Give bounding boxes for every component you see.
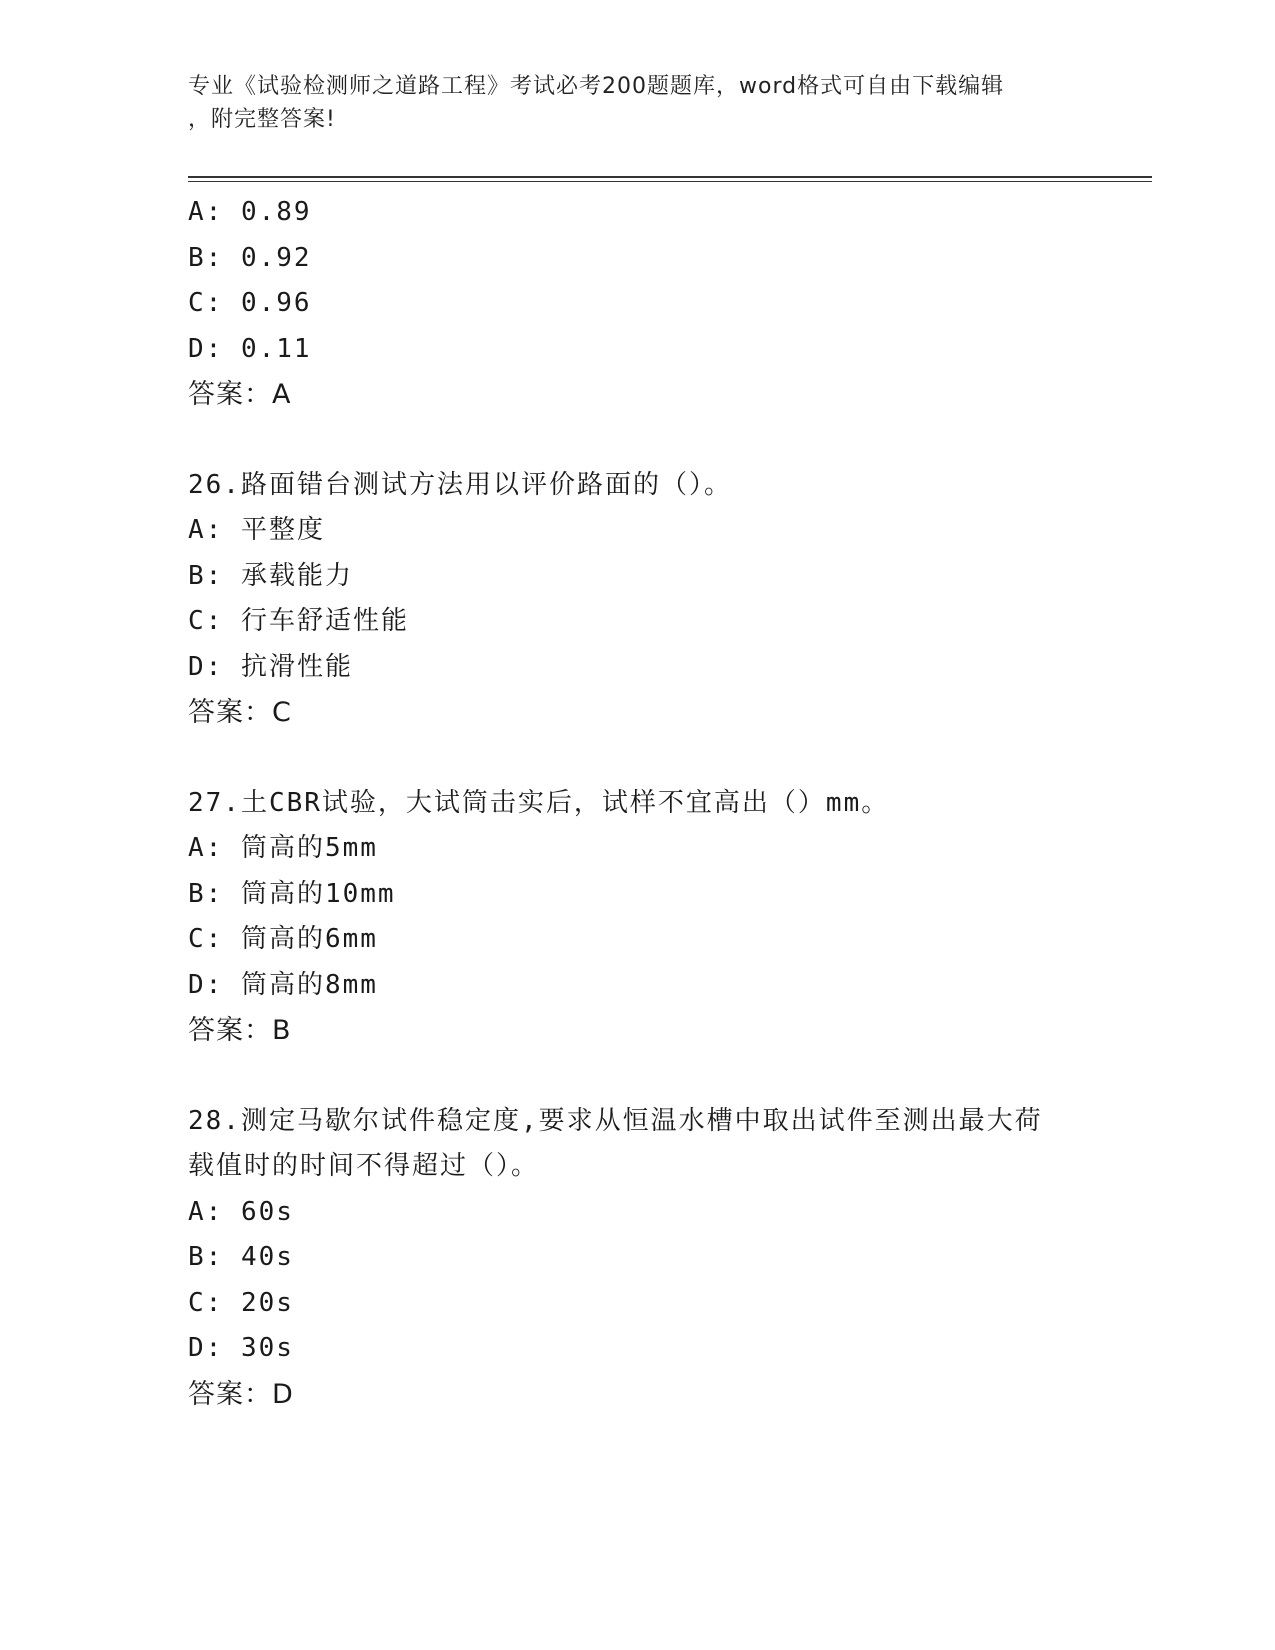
answer-label: 答案：A	[188, 379, 292, 410]
option-c: C: 20s	[188, 1287, 294, 1318]
option-d: D: 抗滑性能	[188, 651, 353, 682]
question-block-25	[188, 190, 1128, 418]
option-b: B: 40s	[188, 1242, 294, 1272]
question-text-line-1: 28.测定马歇尔试件稳定度,要求从恒温水槽中取出试件至测出最大荷	[188, 1105, 1043, 1136]
header-title-line-1: 专业《试验检测师之道路工程》考试必考200题题库，word格式可自由下载编辑	[188, 74, 1005, 99]
option-b: B: 0.92	[188, 242, 312, 273]
block-spacer	[188, 736, 1128, 781]
header-title-line-2: ，附完整答案!	[188, 107, 336, 132]
header-divider-thin	[188, 181, 1152, 182]
option-c: C: 0.96	[188, 288, 312, 318]
option-a: A: 60s	[188, 1196, 294, 1227]
block-spacer	[188, 1054, 1128, 1099]
option-d: D: 0.11	[188, 333, 312, 364]
header-divider-thick	[188, 176, 1152, 178]
block-spacer	[188, 418, 1128, 463]
answer-label: 答案：C	[188, 697, 292, 728]
option-a: A: 筒高的5mm	[188, 833, 378, 863]
option-c: C: 筒高的6mm	[188, 924, 378, 954]
question-text: 26.路面错台测试方法用以评价路面的（）。	[188, 469, 732, 500]
question-text: 27.土CBR试验，大试筒击实后，试样不宜高出（）mm。	[188, 787, 890, 818]
option-a: A: 平整度	[188, 515, 325, 545]
question-list	[188, 190, 1128, 1417]
question-text-line-2: 载值时的时间不得超过（）。	[188, 1151, 540, 1181]
option-a: A: 0.89	[188, 197, 312, 227]
option-d: D: 30s	[188, 1333, 294, 1363]
option-b: B: 筒高的10mm	[188, 878, 396, 909]
option-d: D: 筒高的8mm	[188, 969, 378, 1000]
question-block-28	[188, 1099, 1128, 1418]
option-c: C: 行车舒适性能	[188, 606, 409, 636]
option-b: B: 承载能力	[188, 560, 353, 591]
question-block-27	[188, 781, 1128, 1054]
document-header	[188, 70, 1088, 136]
answer-label: 答案：D	[188, 1378, 294, 1410]
question-block-26	[188, 463, 1128, 736]
answer-label: 答案：B	[188, 1015, 292, 1046]
